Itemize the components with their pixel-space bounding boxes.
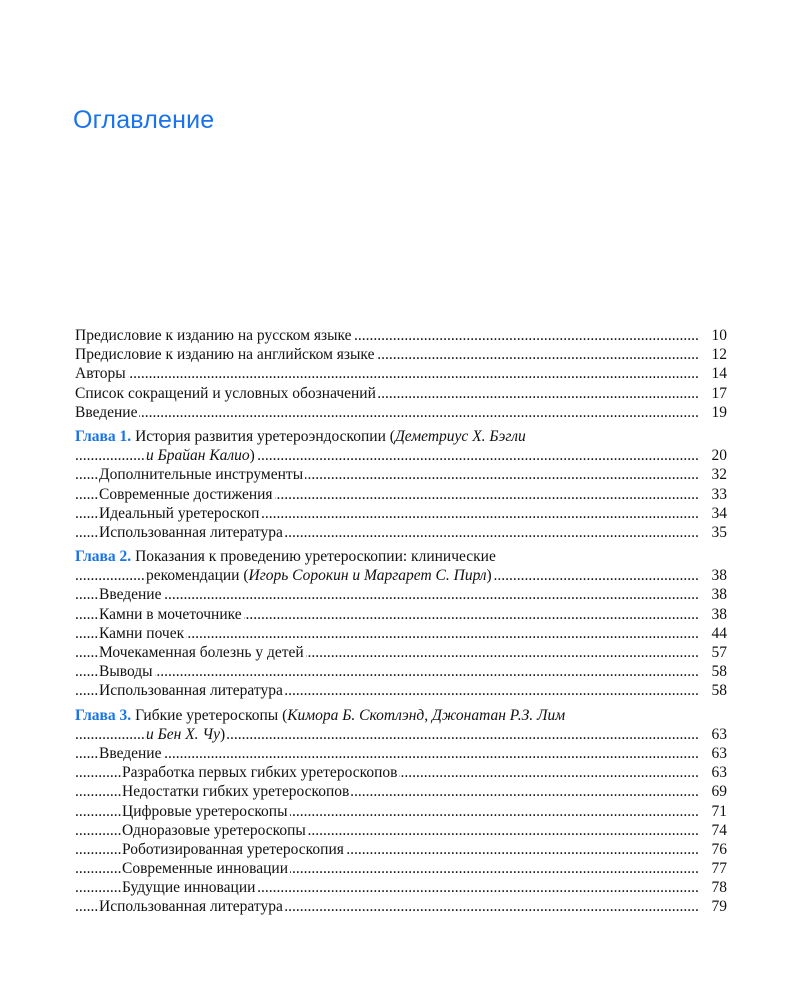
toc-subentry xyxy=(75,821,727,840)
entry-page: 10 xyxy=(711,327,727,344)
entry-page: 74 xyxy=(711,821,727,839)
entry-page: 38 xyxy=(711,605,727,623)
entry-title: Будущие инновации xyxy=(122,879,256,897)
chapter-2-heading xyxy=(75,547,727,566)
table-of-contents xyxy=(75,326,727,917)
entry-title: Мочекаменная болезнь у детей xyxy=(99,644,304,661)
entry-page: 63 xyxy=(711,764,727,782)
chapter-1-entry: и Брайан Калио) 20 ..... xyxy=(75,446,727,465)
entry-title: Идеальный уретероскоп xyxy=(99,504,260,522)
chapter-1-authors: Деметриус Х. Бэгли xyxy=(394,427,526,445)
chapter-1-label: Глава 1. xyxy=(75,427,132,445)
toc-entry xyxy=(75,643,727,662)
toc-entry xyxy=(75,345,727,364)
toc-entry xyxy=(75,465,727,484)
chapter-1-title: История развития уретероэндоскопии ( xyxy=(135,427,395,445)
chapter-1-authors-cont: и Брайан Калио xyxy=(146,447,250,465)
entry-title: Роботизированная уретероскопия xyxy=(122,840,344,858)
toc-subentry xyxy=(75,763,727,782)
entry-title: Предисловие к изданию на русском языке xyxy=(75,327,352,344)
chapter-3-author-1: Кимора Б. Скотлэнд xyxy=(287,706,425,724)
entry-title: Современные инновации xyxy=(122,860,288,878)
chapter-3-label: Глава 3. xyxy=(75,706,132,724)
chapter-1-heading xyxy=(75,427,727,446)
toc-entry xyxy=(75,403,727,422)
toc-entry xyxy=(75,624,727,643)
entry-title: Список сокращений и условных обозначений xyxy=(75,384,376,402)
entry-page: 77 xyxy=(711,860,727,878)
entry-title: Авторы xyxy=(75,365,126,383)
entry-page: 20 xyxy=(711,447,727,465)
entry-page: 17 xyxy=(711,384,727,402)
entry-page: 63 xyxy=(711,744,727,762)
toc-entry xyxy=(75,585,727,604)
entry-title: Введение xyxy=(75,403,138,421)
toc-subentry xyxy=(75,802,727,821)
chapter-2-label: Глава 2. xyxy=(75,548,132,566)
chapter-2-authors: Игорь Сорокин и Маргарет С. Пирл xyxy=(248,567,487,585)
entry-title: Предисловие к изданию на английском языке xyxy=(75,346,375,364)
toc-entry xyxy=(75,504,727,523)
toc-subentry xyxy=(75,840,727,859)
chapter-3-heading: Глава 3. Гибкие уретероскопы (Кимора Б. Скотлэнд, Джонатан Р.З. Лим xyxy=(75,706,566,724)
entry-page: 14 xyxy=(711,365,727,383)
toc-entry xyxy=(75,681,727,700)
page-title: Оглавление xyxy=(73,106,215,134)
entry-page: 34 xyxy=(711,504,727,522)
entry-page: 38 xyxy=(711,567,727,585)
entry-title: Камни почек xyxy=(99,624,185,642)
toc-entry xyxy=(75,326,727,345)
entry-title: Недостатки гибких уретероскопов xyxy=(122,783,350,801)
toc-entry xyxy=(75,485,727,504)
toc-entry xyxy=(75,744,727,763)
entry-page: 44 xyxy=(711,624,727,642)
entry-page: 58 xyxy=(711,663,727,681)
chapter-3-author-3: и Бен Х. Чу xyxy=(146,725,220,743)
entry-title: Использованная литература xyxy=(99,898,283,916)
toc-subentry xyxy=(75,782,727,801)
entry-title: Современные достижения xyxy=(99,485,273,503)
toc-entry xyxy=(75,384,727,403)
chapter-2-entry: рекомендации (Игорь Сорокин и Маргарет С. Пирл) 38 ..... xyxy=(75,566,727,585)
entry-title: Введение xyxy=(99,586,162,604)
entry-title: Использованная литература xyxy=(99,523,283,541)
entry-page: 58 xyxy=(711,682,727,700)
entry-page: 79 xyxy=(711,898,727,916)
entry-page: 78 xyxy=(711,879,727,897)
entry-page: 63 xyxy=(711,725,727,743)
entry-title: Одноразовые уретероскопы xyxy=(122,821,306,839)
chapter-2-title: Показания к проведению уретероскопии: клинические xyxy=(135,548,496,566)
entry-page: 57 xyxy=(711,644,727,661)
entry-title: Введение xyxy=(99,744,162,762)
toc-entry xyxy=(75,662,727,681)
entry-page: 38 xyxy=(711,586,727,604)
entry-title: Разработка первых гибких уретероскопов xyxy=(122,764,398,782)
toc-subentry xyxy=(75,859,727,878)
chapter-3-title: Гибкие уретероскопы ( xyxy=(135,706,288,724)
toc-entry xyxy=(75,897,727,916)
entry-page: 69 xyxy=(711,783,727,801)
toc-entry xyxy=(75,605,727,624)
chapter-3-entry: и Бен Х. Чу) 63 ..... xyxy=(75,725,727,744)
chapter-3-author-2: Джонатан Р.З. Лим xyxy=(432,706,566,724)
entry-page: 19 xyxy=(711,403,727,421)
entry-title: Дополнительные инструменты xyxy=(99,466,304,484)
toc-entry xyxy=(75,523,727,542)
entry-page: 33 xyxy=(711,485,727,503)
entry-page: 12 xyxy=(711,346,727,364)
toc-entry xyxy=(75,364,727,383)
entry-page: 76 xyxy=(711,840,727,858)
entry-title: Камни в мочеточнике xyxy=(99,605,242,623)
entry-title: Выводы xyxy=(99,663,153,681)
chapter-2-title-cont: рекомендации ( xyxy=(146,567,249,585)
entry-page: 32 xyxy=(711,466,727,484)
entry-page: 71 xyxy=(711,802,727,820)
entry-title: Цифровые уретероскопы xyxy=(122,802,288,820)
entry-page: 35 xyxy=(711,523,727,541)
toc-subentry xyxy=(75,878,727,897)
entry-title: Использованная литература xyxy=(99,682,283,700)
